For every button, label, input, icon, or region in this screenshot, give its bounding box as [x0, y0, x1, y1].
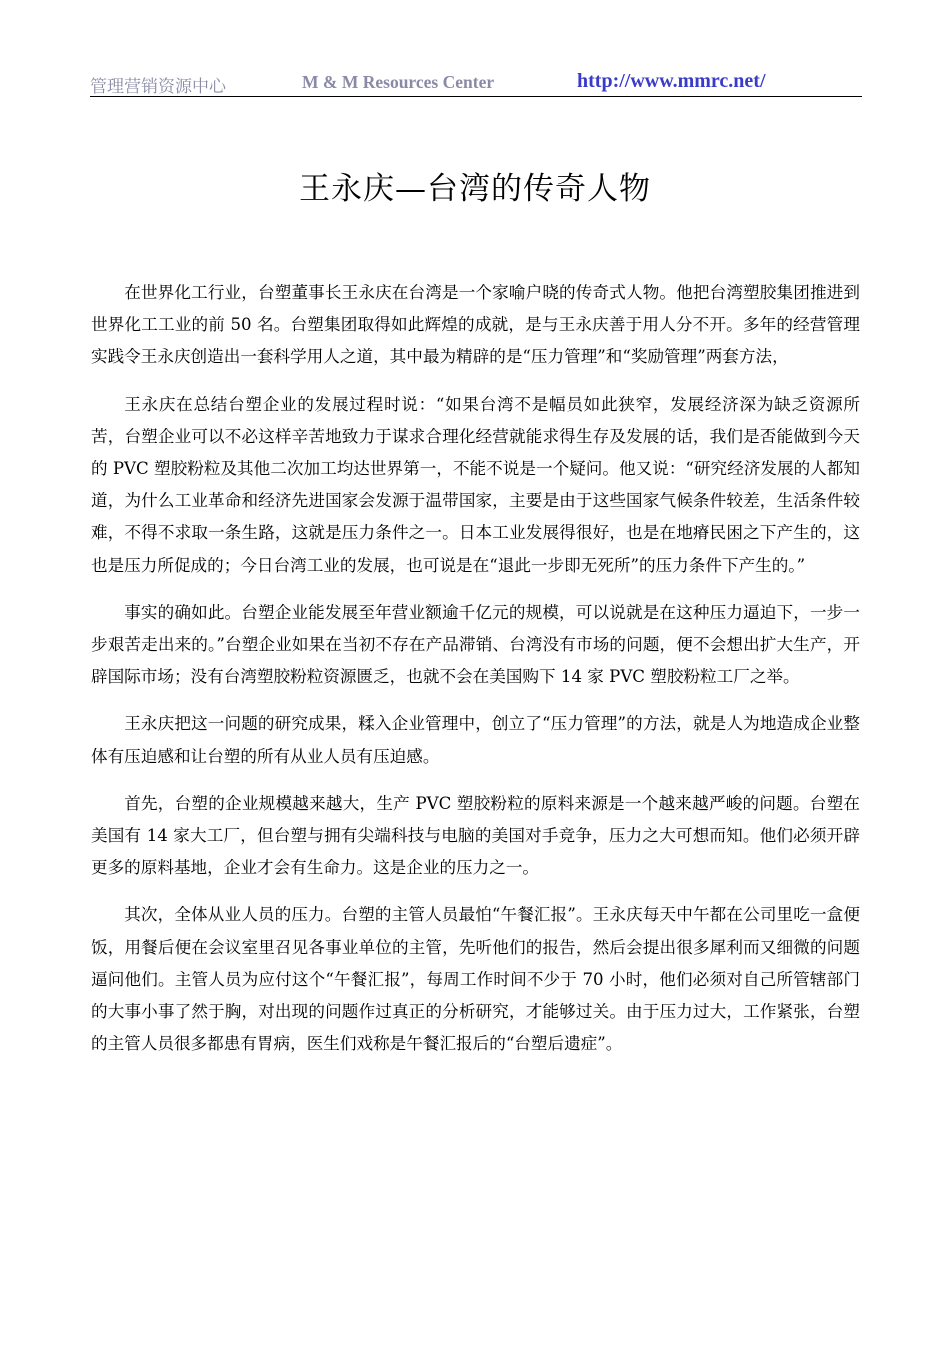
page-header — [90, 70, 862, 97]
paragraph-1: 在世界化工行业，台塑董事长王永庆在台湾是一个家喻户晓的传奇式人物。他把台湾塑胶集团推进到世界化工工业的前 50 名。台塑集团取得如此辉煌的成就，是与王永庆善于用人分不开。多年的经营管理实践令王永庆创造出一套科学用人之道，其中最为精辟的是“压力管理”和“奖励管理”两套方法， — [91, 283, 860, 367]
paragraph-3: 事实的确如此。台塑企业能发展至年营业额逾千亿元的规模，可以说就是在这种压力逼迫下，一步一步艰苦走出来的。”台塑企业如果在当初不存在产品滞销、台湾没有市场的问题，便不会想出扩大生产，开辟国际市场；没有台湾塑胶粉粒资源匮乏，也就不会在美国购下 14 家 PVC 塑胶粉粒工厂之举。 — [91, 602, 860, 687]
header-website-link[interactable]: http://www.mmrc.net/ — [577, 70, 766, 92]
paragraph-6: 其次，全体从业人员的压力。台塑的主管人员最怕“午餐汇报”。王永庆每天中午都在公司里吃一盒便饭，用餐后便在会议室里召见各事业单位的主管，先听他们的报告，然后会提出很多犀利而又细微的问题逼问他们。主管人员为应付这个“午餐汇报”，每周工作时间不少于 70 小时，他们必须对自己所管辖部门的大事小事了然于胸，对出现的问题作过真正的分析研究，才能够过关。由于压力过大，工作紧张，台塑的主管人员很多都患有胃病，医生们戏称是午餐汇报后的“台塑后遗症”。 — [91, 905, 860, 1054]
paragraph-5: 首先，台塑的企业规模越来越大，生产 PVC 塑胶粉粒的原料来源是一个越来越严峻的问题。台塑在美国有 14 家大工厂，但台塑与拥有尖端科技与电脑的美国对手竞争，压力之大可想而知。他们必须开辟更多的原料基地，企业才会有生命力。这是企业的压力之一。 — [91, 793, 860, 878]
header-center-name-cn: 管理营销资源中心 — [90, 77, 226, 97]
document-title: 王永庆—台湾的传奇人物 — [299, 171, 651, 207]
article-body — [91, 277, 860, 1075]
paragraph-2: 王永庆在总结台塑企业的发展过程时说：“如果台湾不是幅员如此狭窄，发展经济深为缺乏资源所苦，台塑企业可以不必这样辛苦地致力于谋求合理化经营就能求得生存及发展的话，我们是否能做到今天的 PVC 塑胶粉粒及其他二次加工均达世界第一，不能不说是一个疑问。他又说：“研究经济发展的人都知道，为什么工业革命和经济先进国家会发源于温带国家，主要是由于这些国家气候条件较差，生活条件较难，不得不求取一条生路，这就是压力条件之一。日本工业发展得很好，也是在地瘠民困之下产生的，这也是压力所促成的；今日台湾工业的发展，也可说是在“退此一步即无死所”的压力条件下产生的。” — [91, 394, 860, 575]
header-center-name-en: M & M Resources Center — [302, 72, 495, 92]
paragraph-4: 王永庆把这一问题的研究成果，糅入企业管理中，创立了“压力管理”的方法，就是人为地造成企业整体有压迫感和让台塑的所有从业人员有压迫感。 — [91, 714, 860, 766]
